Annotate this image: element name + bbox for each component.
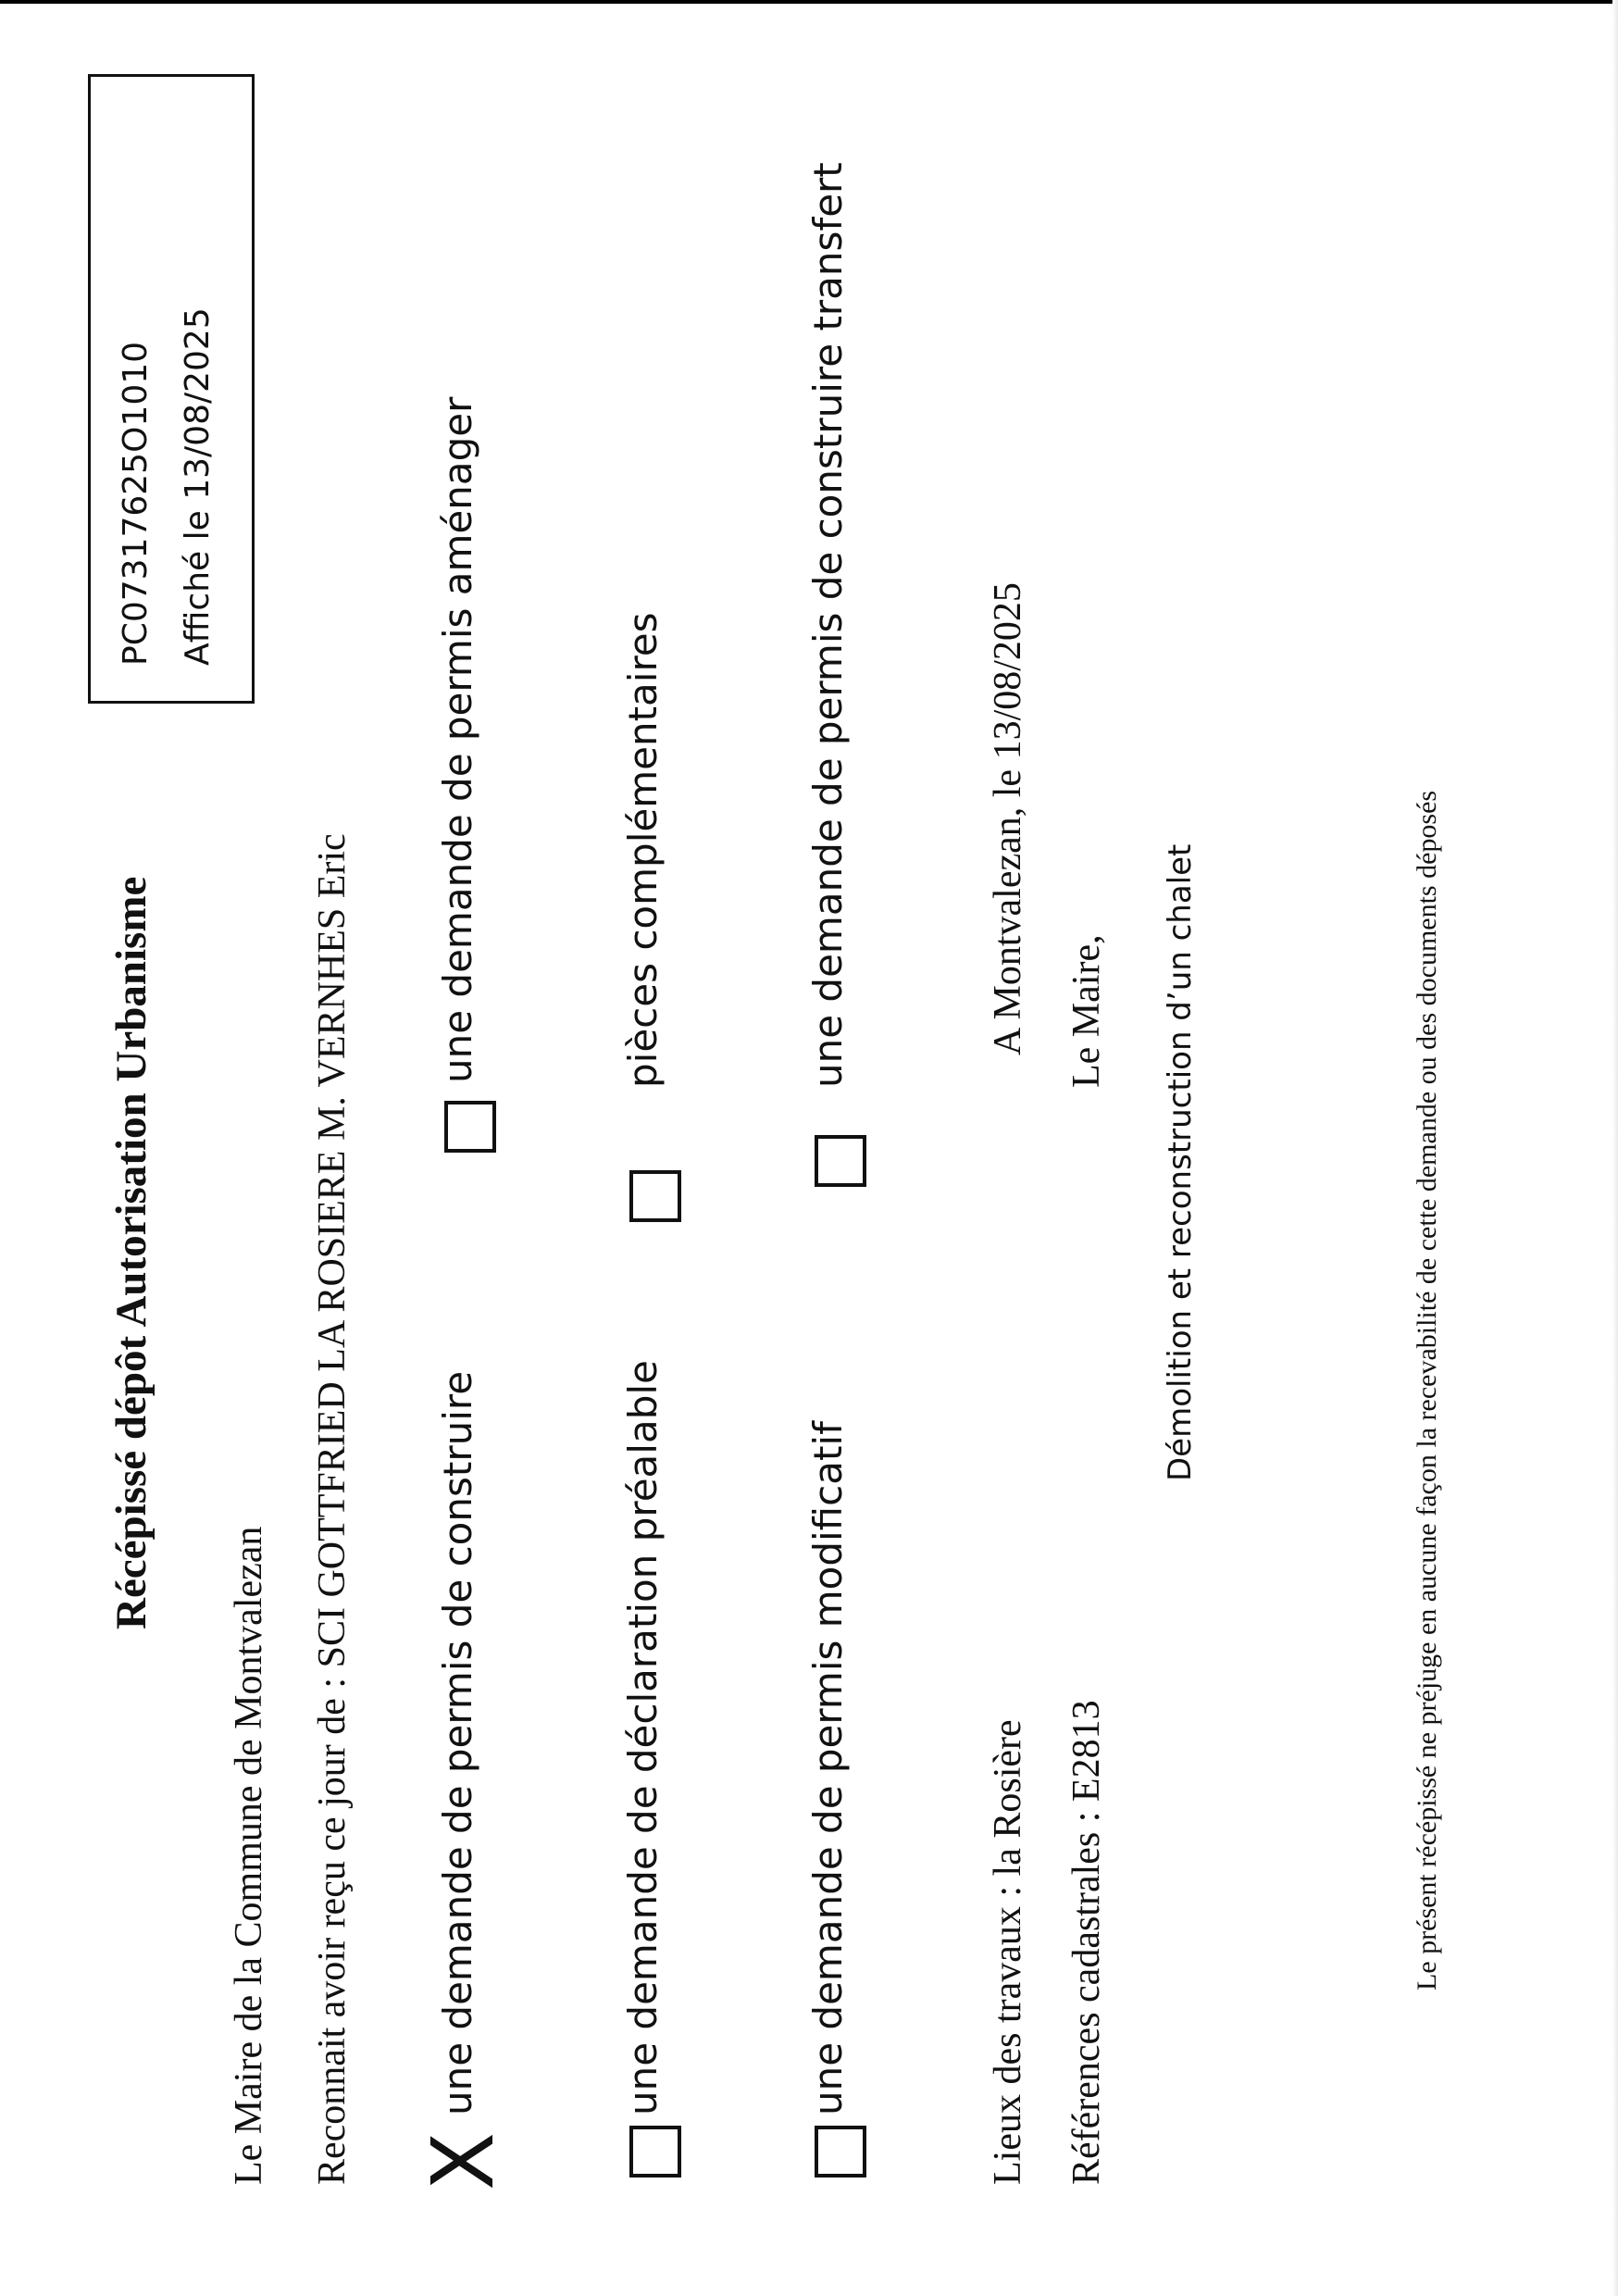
option-permis-amenager: une demande de permis aménager: [435, 396, 480, 1083]
reference-number: PC07317625O1010: [117, 341, 155, 666]
signatory: Le Maire,: [1065, 934, 1108, 1088]
option-permis-construire: une demande de permis de construire: [435, 1370, 480, 2115]
place-date: A Montvalezan, le 13/08/2025: [987, 582, 1029, 1055]
option-permis-modificatif: une demande de permis modificatif: [805, 1421, 851, 2115]
intro-line-received: Reconnait avoir reçu ce jour de : SCI GOTTFRIED LA ROSIERE M. VERNHES Eric: [311, 833, 354, 2185]
intro-line-mayor: Le Maire de la Commune de Montvalezan: [228, 1526, 270, 2185]
checkbox-permis-transfert[interactable]: [815, 1135, 866, 1187]
checkbox-declaration-prealable[interactable]: [629, 2126, 681, 2177]
affiche-date: Affiché le 13/08/2025: [179, 307, 217, 666]
checkbox-pieces-complementaires[interactable]: [629, 1170, 681, 1222]
reference-stamp: [88, 74, 255, 704]
lieux-travaux: Lieux des travaux : la Rosière: [987, 1719, 1029, 2185]
checkmark-x: X: [414, 2131, 513, 2190]
footer-disclaimer: Le présent récépissé ne préjuge en aucune façon la recevabilité de cette demande ou des documents déposés: [1412, 790, 1442, 1990]
option-pieces-complementaires: pièces complémentaires: [620, 612, 666, 1088]
option-permis-transfert: une demande de permis de construire transfert: [805, 162, 851, 1088]
checkbox-permis-amenager[interactable]: [444, 1101, 496, 1153]
references-cadastrales: Références cadastrales : E2813: [1065, 1700, 1108, 2185]
checkbox-permis-modificatif[interactable]: [815, 2126, 866, 2177]
option-declaration-prealable: une demande de déclaration préalable: [620, 1360, 666, 2115]
document-title: Récépissé dépôt Autorisation Urbanisme: [107, 876, 156, 1629]
project-description: Démolition et reconstruction d’un chalet: [1162, 843, 1199, 1481]
